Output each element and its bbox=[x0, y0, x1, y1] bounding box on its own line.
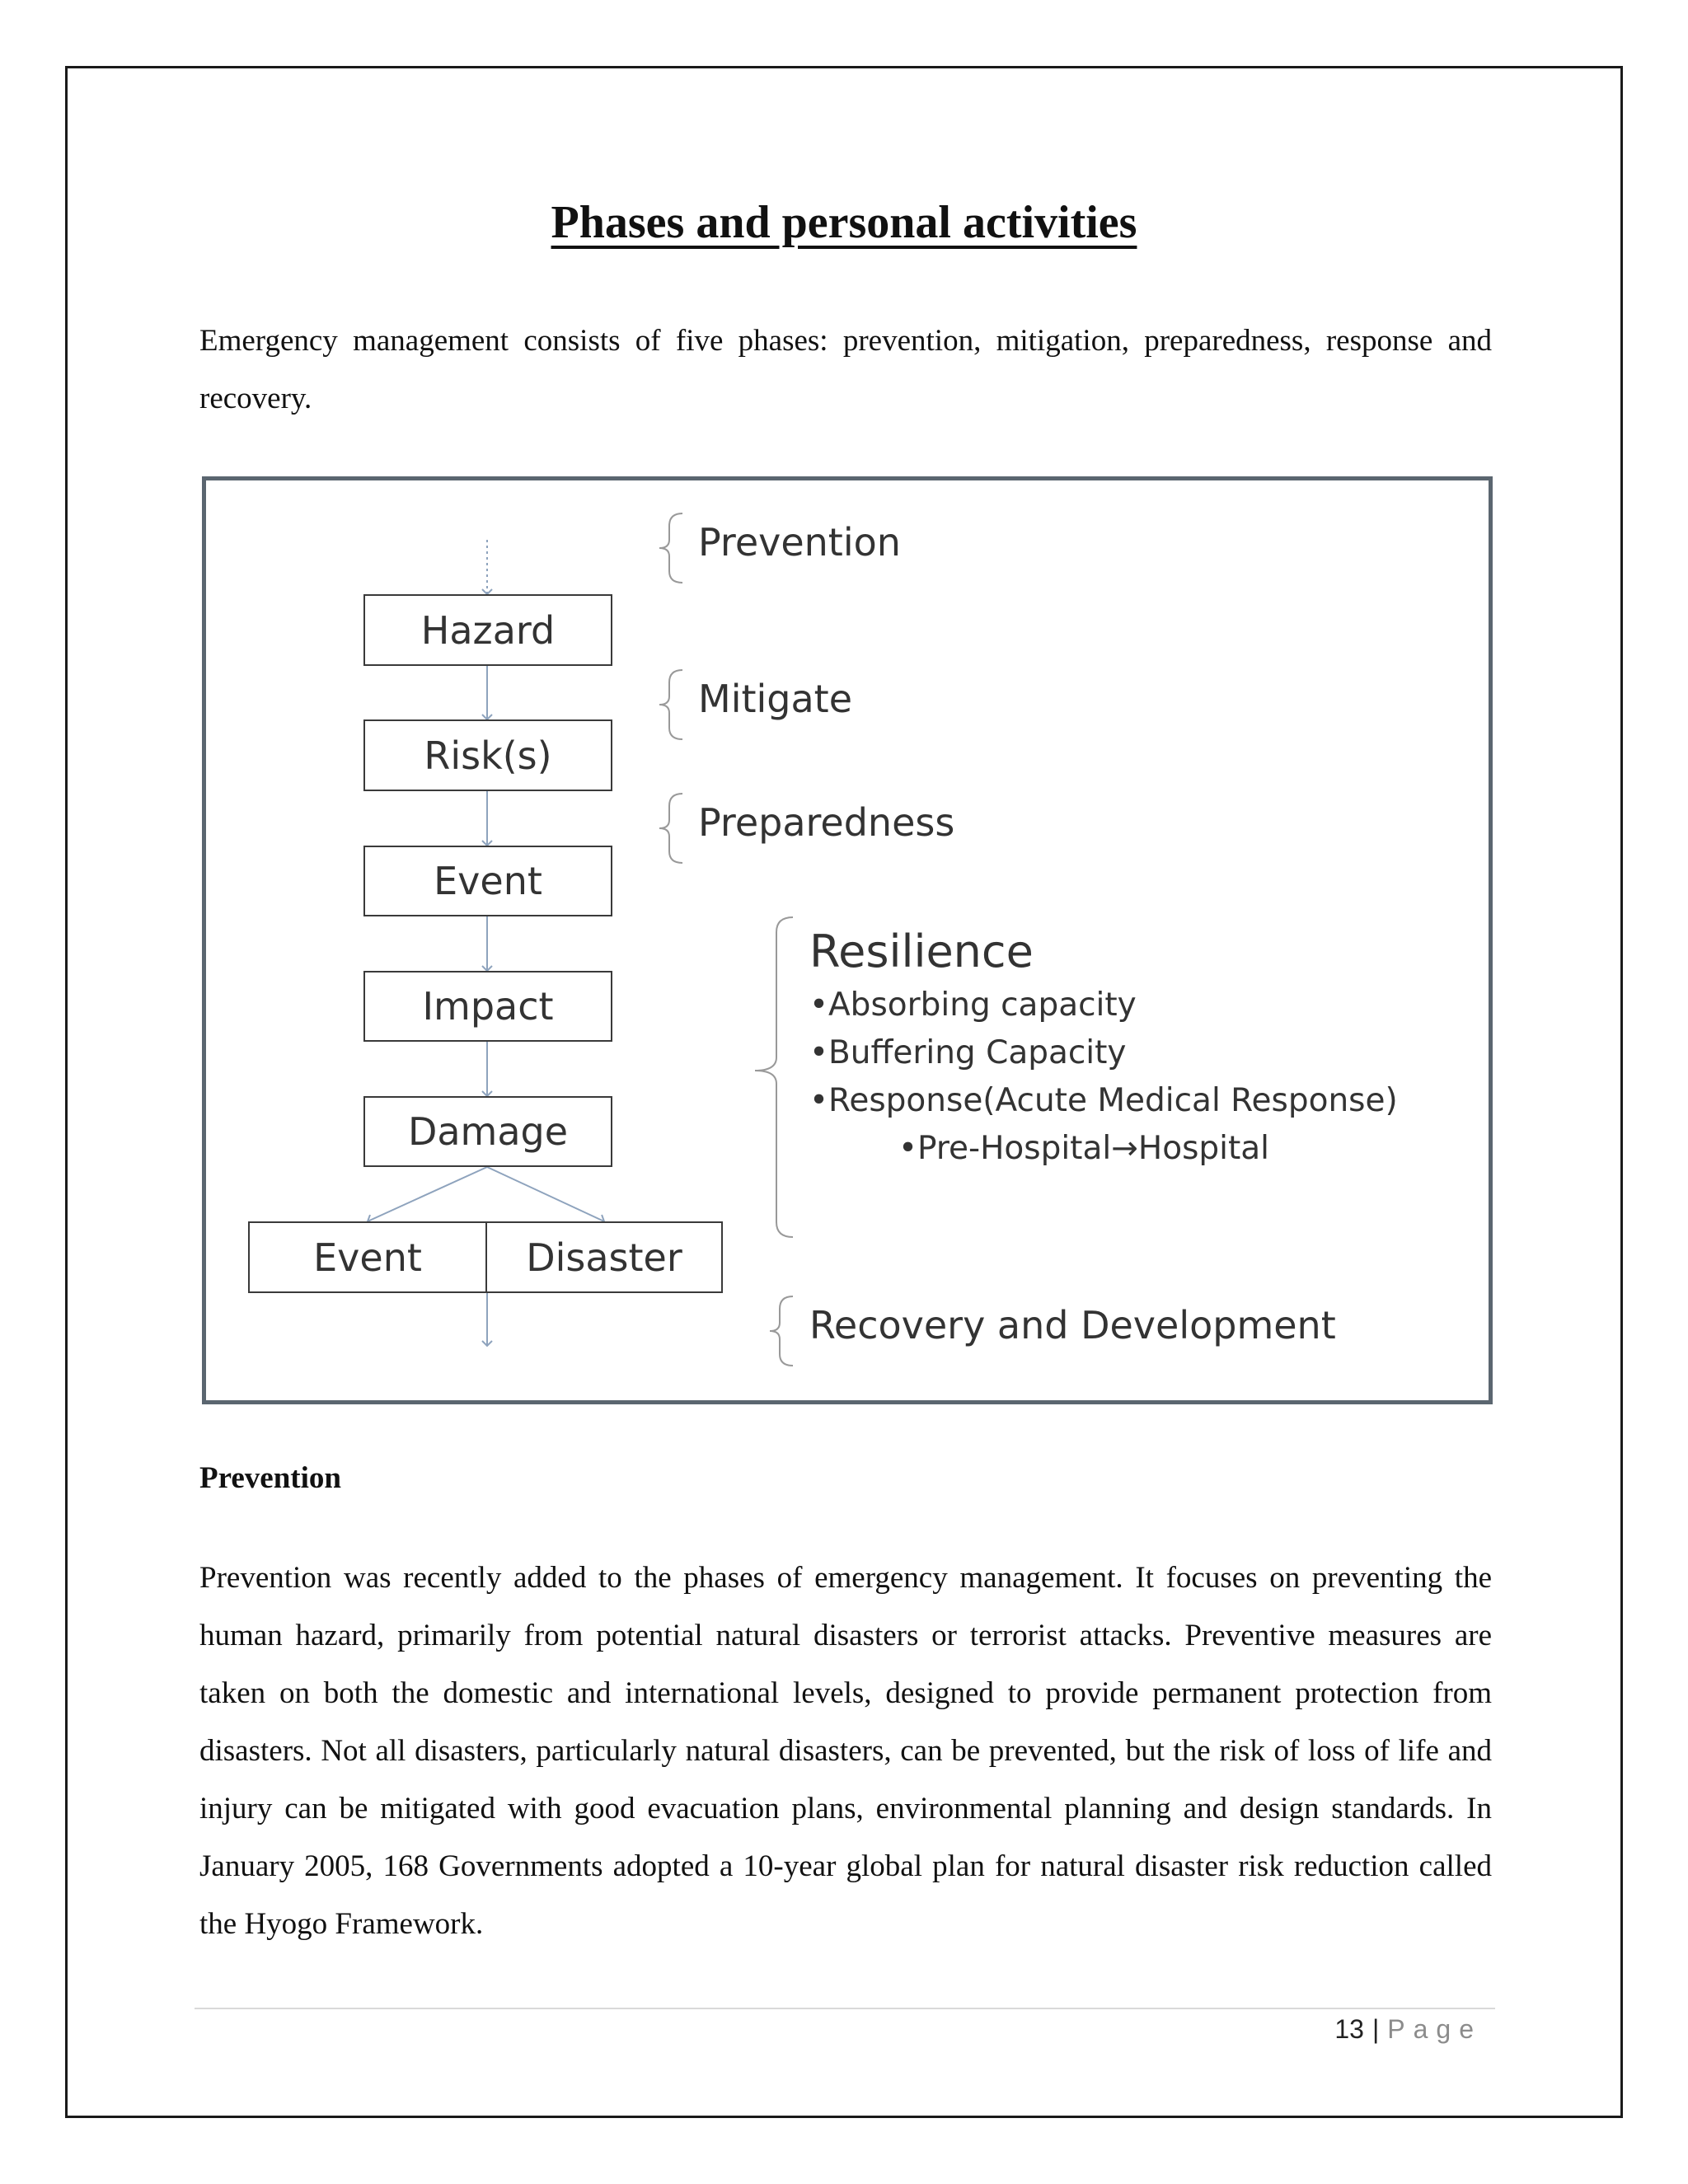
event-box: Event bbox=[363, 846, 612, 916]
footer-divider bbox=[195, 2008, 1495, 2009]
phase-prevention: Prevention bbox=[698, 520, 901, 565]
page-title: Phases and personal activities bbox=[551, 197, 1137, 248]
damage-box: Damage bbox=[363, 1096, 612, 1167]
arrow-damage-event bbox=[368, 1167, 487, 1221]
brace-prevention bbox=[659, 513, 682, 583]
phase-preparedness: Preparedness bbox=[698, 800, 955, 845]
brace-preparedness bbox=[659, 794, 682, 863]
resilience-item: •Buffering Capacity bbox=[809, 1034, 1127, 1071]
impact-box: Impact bbox=[363, 971, 612, 1042]
brace-mitigate bbox=[659, 670, 682, 739]
footer-separator: | bbox=[1372, 2014, 1380, 2044]
phase-mitigate: Mitigate bbox=[698, 677, 853, 721]
resilience-item: •Response(Acute Medical Response) bbox=[809, 1082, 1398, 1119]
intro-paragraph: Emergency management consists of five phases: prevention, mitigation, preparedness, response and recovery. bbox=[199, 324, 1492, 415]
event-outcome-box: Event bbox=[248, 1221, 487, 1293]
brace-resilience bbox=[755, 917, 793, 1237]
arrow-damage-disaster bbox=[487, 1167, 604, 1221]
phase-recovery: Recovery and Development bbox=[809, 1303, 1336, 1347]
risks-box: Risk(s) bbox=[363, 719, 612, 791]
phases-diagram bbox=[202, 476, 1493, 1404]
page-word: Page bbox=[1387, 2014, 1482, 2044]
section-body: Prevention was recently added to the phases of emergency management. It focuses on preventing the human hazard, primarily from potential natural disasters or terrorist attacks. Preventive measures are taken on both the domestic and international levels, designed to provide permanent protection from disasters. Not all disasters, particularly natural disasters, can be prevented, but the risk of loss of life and injury can be mitigated with good evacuation plans, environmental planning and design standards. In January 2005, 168 Governments adopted a 10-year global plan for natural disaster risk reduction called the Hyogo Framework. bbox=[199, 1561, 1492, 1941]
page-number: 13 bbox=[1334, 2014, 1364, 2044]
disaster-outcome-box: Disaster bbox=[485, 1221, 723, 1293]
resilience-subitem: •Pre-Hospital→Hospital bbox=[898, 1130, 1270, 1167]
section-heading: Prevention bbox=[199, 1461, 341, 1495]
brace-recovery bbox=[770, 1296, 793, 1366]
resilience-item: •Absorbing capacity bbox=[809, 987, 1137, 1024]
resilience-title: Resilience bbox=[809, 926, 1034, 977]
page-footer bbox=[1334, 2014, 1482, 2045]
hazard-box: Hazard bbox=[363, 594, 612, 666]
